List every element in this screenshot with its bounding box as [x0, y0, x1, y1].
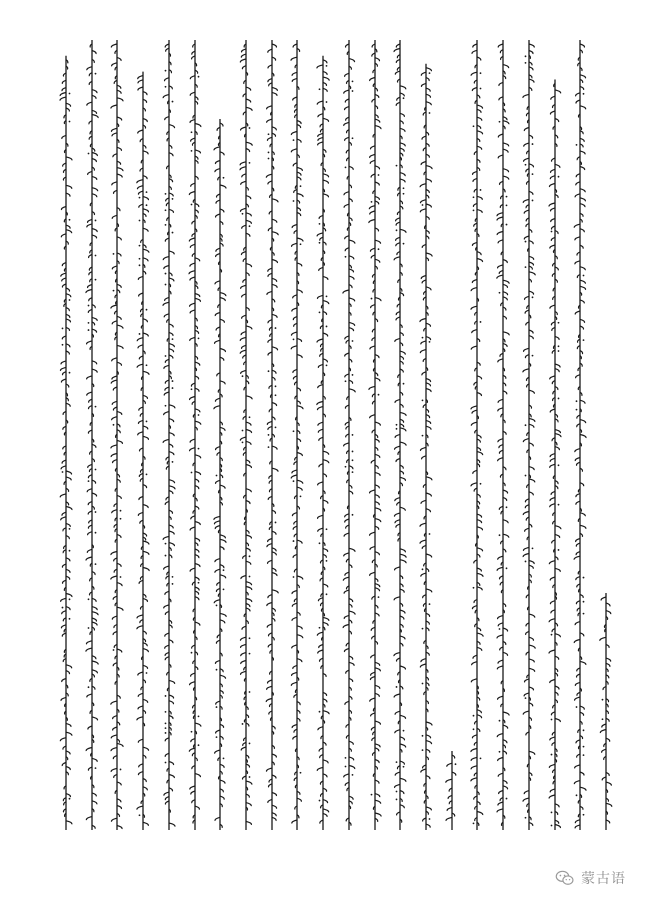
text-column	[598, 40, 614, 830]
text-column	[572, 40, 588, 830]
text-column	[109, 40, 125, 830]
text-column	[135, 40, 151, 830]
text-column	[367, 40, 383, 830]
text-column	[315, 40, 331, 830]
text-column	[521, 40, 537, 830]
text-column	[161, 40, 177, 830]
watermark	[549, 863, 632, 893]
text-column	[58, 40, 74, 830]
text-column	[495, 40, 511, 830]
text-column	[187, 40, 203, 830]
text-column	[289, 40, 305, 830]
text-column	[341, 40, 357, 830]
text-column	[238, 40, 254, 830]
text-column	[84, 40, 100, 830]
text-column	[469, 40, 485, 830]
text-column	[547, 40, 563, 830]
text-column	[392, 40, 408, 830]
text-column	[444, 40, 460, 830]
wechat-icon	[555, 868, 575, 888]
text-column	[418, 40, 434, 830]
watermark-text: 蒙古语	[581, 871, 626, 887]
text-column	[264, 40, 280, 830]
text-column	[212, 40, 228, 830]
mongolian-text-block	[66, 40, 606, 830]
